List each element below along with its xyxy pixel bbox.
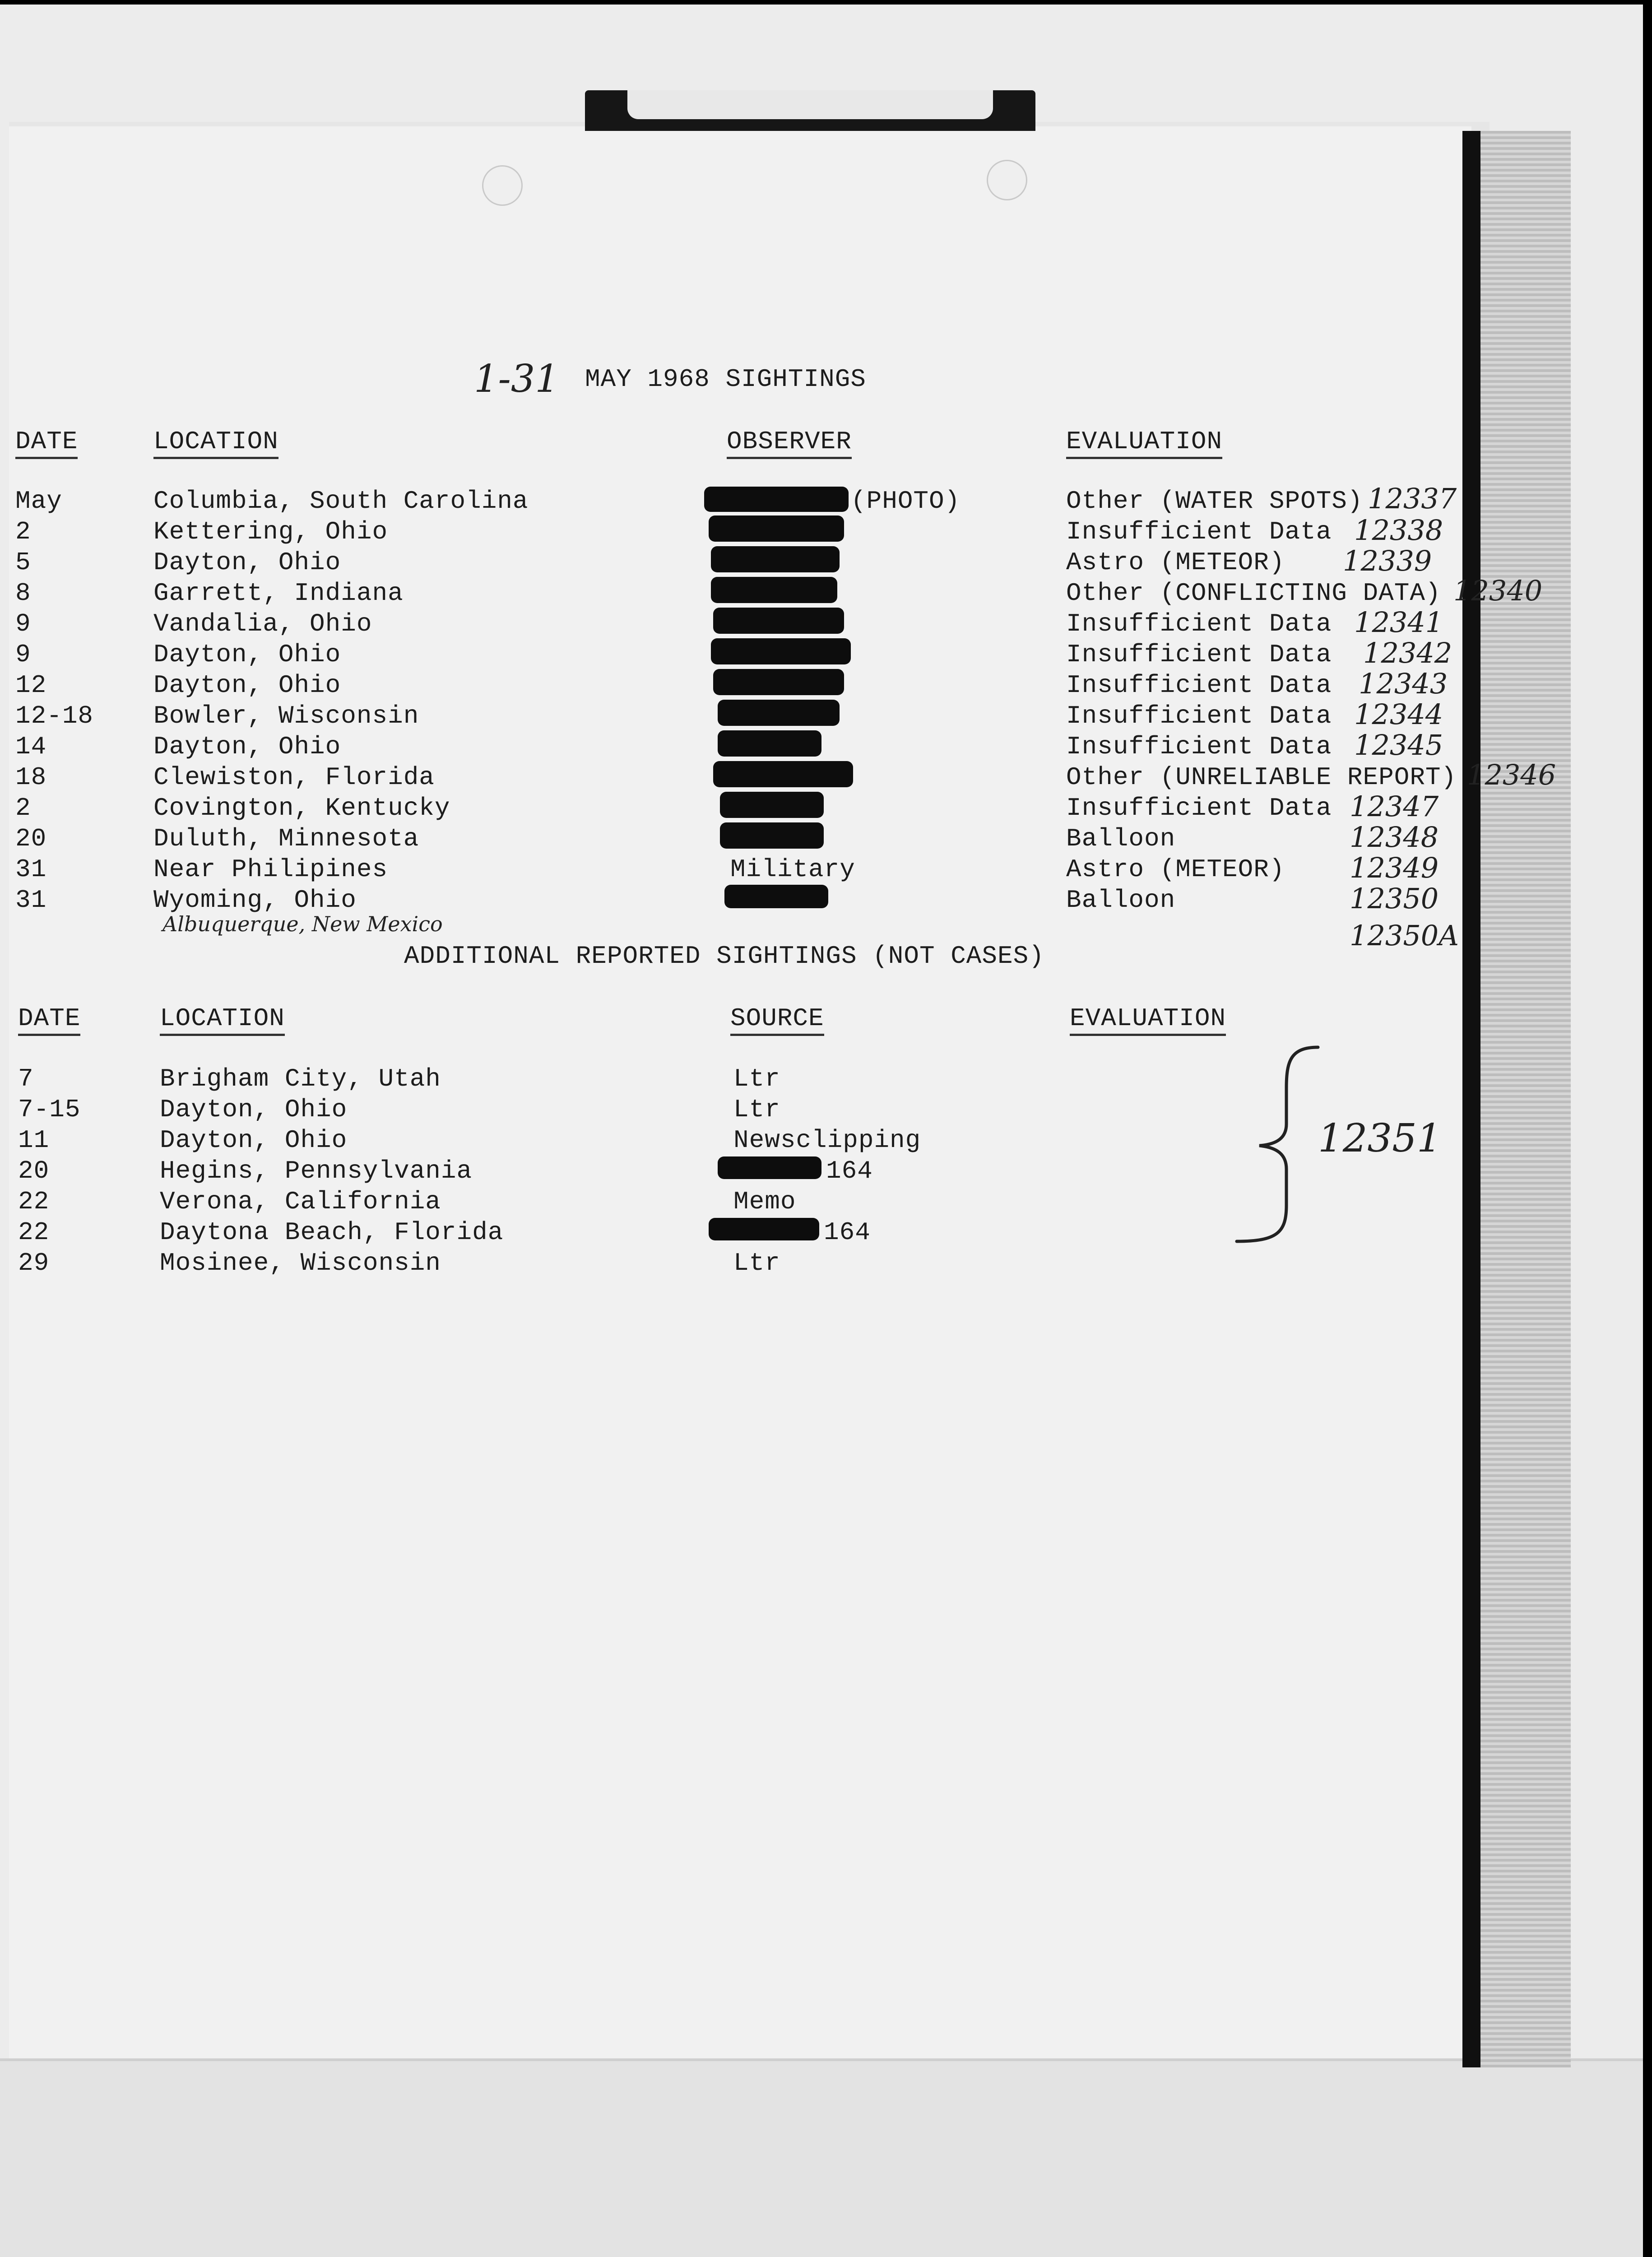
row-date: 31 xyxy=(15,855,47,884)
row-source: 164 xyxy=(824,1218,871,1247)
row-case-number: 12350 xyxy=(1350,882,1439,915)
row-location: Kettering, Ohio xyxy=(153,517,388,546)
row-evaluation: Other (CONFLICTING DATA) xyxy=(1066,579,1441,608)
row-case-number: 12343 xyxy=(1359,667,1448,700)
row-case-number: 12349 xyxy=(1350,851,1439,884)
row-date: 8 xyxy=(15,579,31,608)
row-evaluation: Insufficient Data xyxy=(1066,701,1332,730)
row-date: 9 xyxy=(15,609,31,638)
row-evaluation: Insufficient Data xyxy=(1066,640,1332,669)
row-source: Memo xyxy=(733,1187,796,1216)
row-date: 11 xyxy=(18,1126,50,1155)
row-date: 12-18 xyxy=(15,701,94,730)
row-observer: (PHOTO) xyxy=(851,487,961,515)
row-date: 20 xyxy=(15,824,47,853)
redaction-mark xyxy=(718,1156,821,1179)
row-evaluation: Balloon xyxy=(1066,824,1176,853)
redaction-mark xyxy=(704,487,849,512)
row-case-number: 12346 xyxy=(1467,758,1556,791)
row-case-number: 12342 xyxy=(1363,636,1452,669)
row-location: Dayton, Ohio xyxy=(153,671,341,700)
grouped-case-number: 12351 xyxy=(1318,1116,1442,1161)
row-location: Dayton, Ohio xyxy=(153,548,341,577)
row-location: Near Philipines xyxy=(153,855,388,884)
redaction-mark xyxy=(711,546,840,572)
add-col-header-evaluation: EVALUATION xyxy=(1070,1006,1226,1036)
row-location: Daytona Beach, Florida xyxy=(160,1218,504,1247)
redaction-mark xyxy=(720,792,824,818)
redaction-mark xyxy=(713,761,853,787)
row-date: 7-15 xyxy=(18,1095,81,1124)
redaction-mark xyxy=(709,515,844,542)
row-location: Vandalia, Ohio xyxy=(153,609,372,638)
row-source: Ltr xyxy=(733,1095,780,1124)
add-col-header-date: DATE xyxy=(18,1006,80,1036)
row-source: Newsclipping xyxy=(733,1126,921,1155)
curly-brace xyxy=(1232,1043,1332,1246)
punch-hole-left xyxy=(482,165,523,206)
row-date: 9 xyxy=(15,640,31,669)
col-header-observer: OBSERVER xyxy=(727,429,852,459)
row-case-number: 12341 xyxy=(1354,606,1443,639)
redaction-mark xyxy=(713,608,844,634)
redaction-mark xyxy=(718,700,840,726)
row-case-number: 12345 xyxy=(1354,729,1443,762)
row-location: Dayton, Ohio xyxy=(160,1126,348,1155)
row-location: Verona, California xyxy=(160,1187,441,1216)
lower-sheet xyxy=(0,2058,1643,2257)
handwritten-extra-number: 12350A xyxy=(1350,919,1459,952)
row-evaluation: Balloon xyxy=(1066,886,1176,915)
row-case-number: 12340 xyxy=(1453,574,1543,607)
row-date: 20 xyxy=(18,1156,50,1185)
row-location: Dayton, Ohio xyxy=(160,1095,348,1124)
row-case-number: 12348 xyxy=(1350,821,1439,854)
redaction-mark xyxy=(724,885,828,908)
row-date: 29 xyxy=(18,1249,50,1277)
row-evaluation: Other (WATER SPOTS) xyxy=(1066,487,1363,515)
row-location: Dayton, Ohio xyxy=(153,732,341,761)
col-header-date: DATE xyxy=(15,429,78,459)
row-date: 7 xyxy=(18,1064,34,1093)
col-header-location: LOCATION xyxy=(153,429,278,459)
row-date: 31 xyxy=(15,886,47,915)
folder-strip xyxy=(1480,131,1571,2067)
folder-edge xyxy=(1462,131,1480,2067)
additional-heading: ADDITIONAL REPORTED SIGHTINGS (NOT CASES) xyxy=(404,942,1044,971)
row-location: Wyoming, Ohio xyxy=(153,886,357,915)
add-col-header-source: SOURCE xyxy=(730,1006,824,1036)
row-evaluation: Insufficient Data xyxy=(1066,732,1332,761)
row-evaluation: Insufficient Data xyxy=(1066,517,1332,546)
row-source: 164 xyxy=(826,1156,873,1185)
redaction-mark xyxy=(713,669,844,695)
row-location: Duluth, Minnesota xyxy=(153,824,419,853)
row-evaluation: Insufficient Data xyxy=(1066,671,1332,700)
redaction-mark xyxy=(711,638,851,664)
row-date: May xyxy=(15,487,62,515)
row-location: Clewiston, Florida xyxy=(153,763,435,792)
row-date: 22 xyxy=(18,1187,50,1216)
row-location: Brigham City, Utah xyxy=(160,1064,441,1093)
row-location: Columbia, South Carolina xyxy=(153,487,529,515)
row-source: Ltr xyxy=(733,1064,780,1093)
redaction-mark xyxy=(720,822,824,849)
page-title: MAY 1968 SIGHTINGS xyxy=(585,365,866,394)
row-evaluation: Other (UNRELIABLE REPORT) xyxy=(1066,763,1457,792)
redaction-mark xyxy=(709,1218,819,1240)
row-location: Hegins, Pennsylvania xyxy=(160,1156,473,1185)
row-date: 12 xyxy=(15,671,47,700)
redaction-mark xyxy=(718,730,821,757)
row-date: 14 xyxy=(15,732,47,761)
binder-clip-inner xyxy=(627,90,993,119)
row-date: 2 xyxy=(15,794,31,822)
handwritten-extra-location: Albuquerque, New Mexico xyxy=(162,912,443,936)
row-case-number: 12339 xyxy=(1343,544,1432,577)
row-observer: Military xyxy=(730,855,855,884)
row-location: Covington, Kentucky xyxy=(153,794,450,822)
row-date: 5 xyxy=(15,548,31,577)
row-date: 18 xyxy=(15,763,47,792)
row-source: Ltr xyxy=(733,1249,780,1277)
redaction-mark xyxy=(711,577,837,603)
row-location: Mosinee, Wisconsin xyxy=(160,1249,441,1277)
row-location: Dayton, Ohio xyxy=(153,640,341,669)
punch-hole-right xyxy=(987,160,1027,200)
col-header-evaluation: EVALUATION xyxy=(1066,429,1222,459)
add-col-header-location: LOCATION xyxy=(160,1006,285,1036)
row-date: 2 xyxy=(15,517,31,546)
row-evaluation: Astro (METEOR) xyxy=(1066,855,1285,884)
row-location: Garrett, Indiana xyxy=(153,579,404,608)
row-evaluation: Astro (METEOR) xyxy=(1066,548,1285,577)
row-evaluation: Insufficient Data xyxy=(1066,794,1332,822)
row-date: 22 xyxy=(18,1218,50,1247)
handwritten-date-range: 1-31 xyxy=(474,357,559,401)
row-case-number: 12344 xyxy=(1354,698,1443,731)
row-case-number: 12337 xyxy=(1368,482,1457,515)
row-evaluation: Insufficient Data xyxy=(1066,609,1332,638)
row-location: Bowler, Wisconsin xyxy=(153,701,419,730)
row-case-number: 12338 xyxy=(1354,514,1443,547)
row-case-number: 12347 xyxy=(1350,790,1439,823)
